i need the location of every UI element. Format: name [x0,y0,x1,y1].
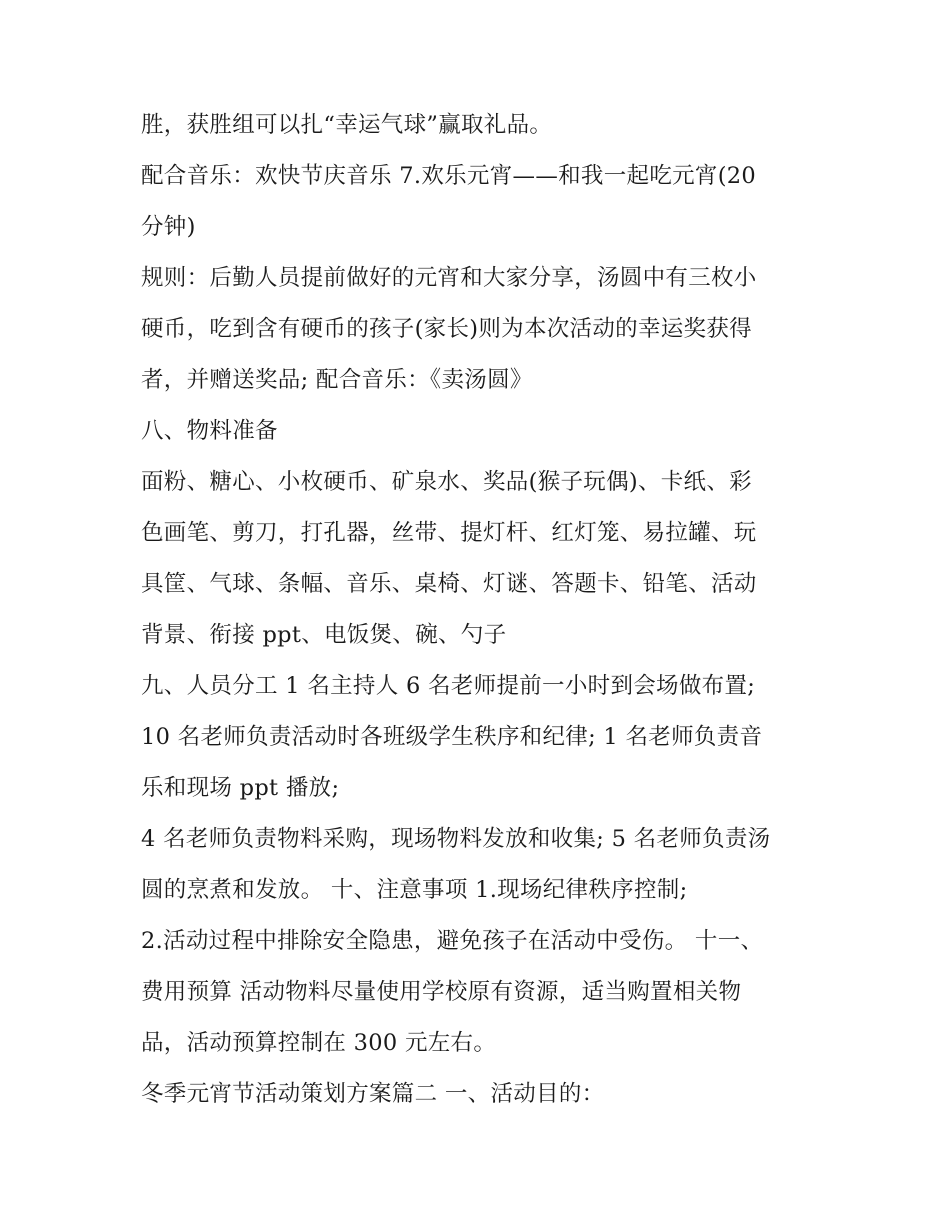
text-line: 4 名老师负责物料采购，现场物料发放和收集; 5 名老师负责汤 [141,826,771,852]
text-line: 规则：后勤人员提前做好的元宵和大家分享，汤圆中有三枚小 [141,265,757,291]
section-heading: 八、物料准备 [141,418,278,444]
text-line: 胜，获胜组可以扎“幸运气球”赢取礼品。 [141,112,553,138]
text-line: 色画笔、剪刀，打孔器，丝带、提灯杆、红灯笼、易拉罐、玩 [141,520,757,546]
text-line: 2.活动过程中排除安全隐患，避免孩子在活动中受伤。 十一、 [141,928,764,954]
text-line: 具筐、气球、条幅、音乐、桌椅、灯谜、答题卡、铅笔、活动 [141,571,757,597]
text-line: 配合音乐：欢快节庆音乐 7.欢乐元宵——和我一起吃元宵(20 [141,163,757,189]
text-line: 费用预算 活动物料尽量使用学校原有资源，适当购置相关物 [141,979,742,1005]
text-line: 背景、衔接 ppt、电饭煲、碗、勺子 [141,622,507,648]
text-line: 分钟) [141,214,196,240]
text-line: 面粉、糖心、小枚硬币、矿泉水、奖品(猴子玩偶)、卡纸、彩 [141,469,752,495]
text-line: 乐和现场 ppt 播放; [141,775,340,801]
text-line: 冬季元宵节活动策划方案篇二 一、活动目的： [141,1081,605,1107]
text-line: 圆的烹煮和发放。 十、注意事项 1.现场纪律秩序控制; [141,877,688,903]
text-line: 九、人员分工 1 名主持人 6 名老师提前一小时到会场做布置; [141,673,756,699]
text-line: 10 名老师负责活动时各班级学生秩序和纪律; 1 名老师负责音 [141,724,763,750]
text-line: 品，活动预算控制在 300 元左右。 [141,1030,497,1056]
text-line: 硬币，吃到含有硬币的孩子(家长)则为本次活动的幸运奖获得 [141,316,752,342]
text-line: 者，并赠送奖品; 配合音乐：《卖汤圆》 [141,367,533,393]
